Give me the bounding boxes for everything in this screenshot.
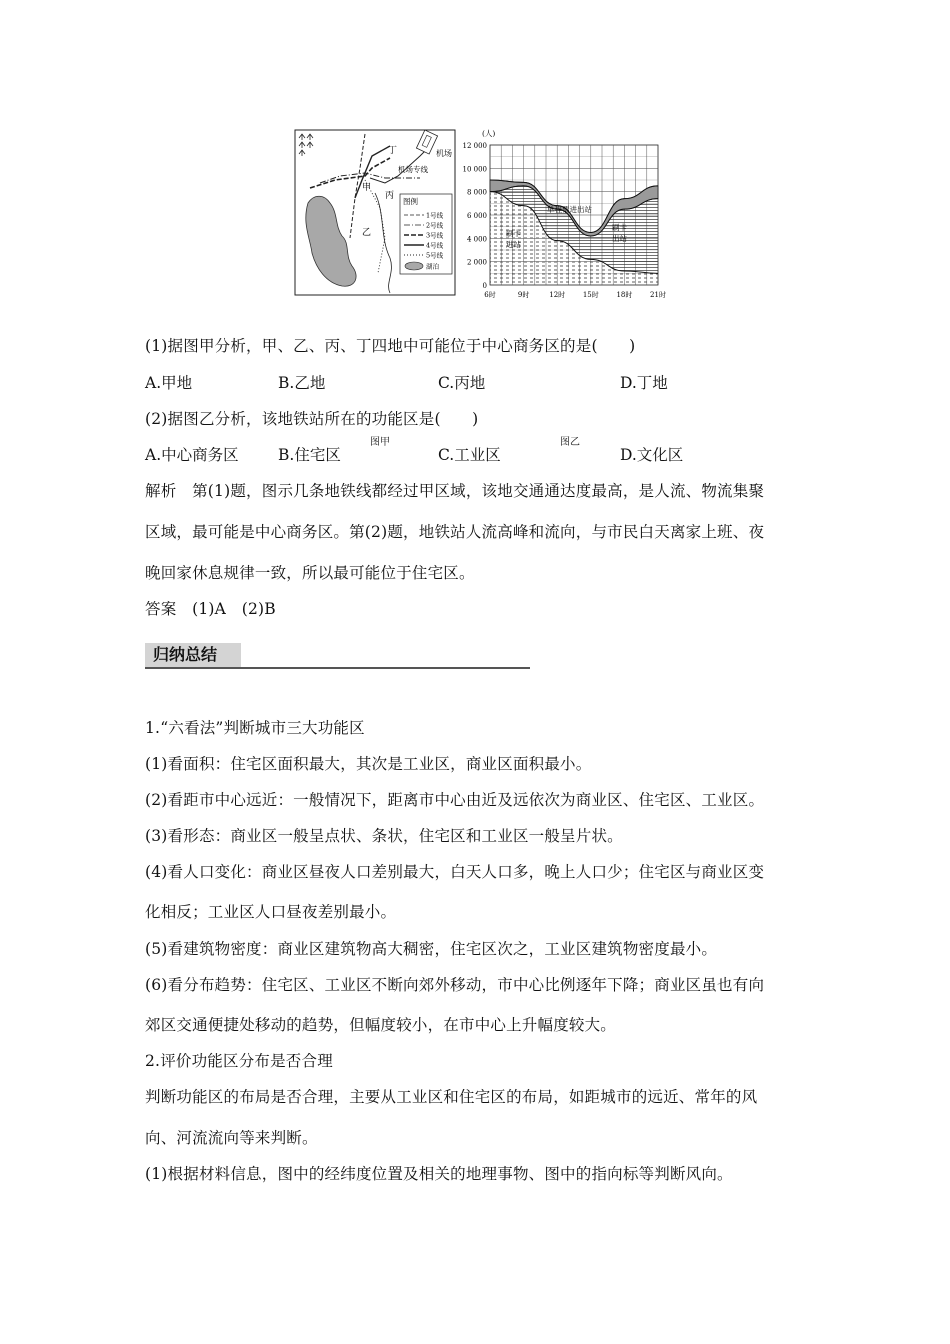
legend-item: 2号线 <box>426 221 444 230</box>
y-tick-label: 4 000 <box>466 235 487 244</box>
summary-title: 归纳总结 <box>145 643 241 667</box>
map-jia <box>295 130 455 295</box>
map-label-ding: 丁 <box>388 146 398 156</box>
map-caption: 图甲 <box>370 437 390 448</box>
summary-line: 判断功能区的布局是否合理，主要从工业区和住宅区的布局，如距城市的远近、常年的风 <box>145 1088 758 1106</box>
q2-option-a: A.中心商务区 <box>145 446 239 464</box>
summary-line: 2.评价功能区分布是否合理 <box>145 1052 333 1070</box>
y-tick-label: 2 000 <box>466 258 487 267</box>
q2-option-c: C.工业区 <box>438 446 501 464</box>
map-label-yi: 乙 <box>362 228 372 238</box>
analysis-line-1: 解析 第(1)题，图示几条地铁线都经过甲区域，该地交通通达度最高，是人流、物流集聚 <box>145 482 765 500</box>
map-label-bing: 丙 <box>385 191 395 201</box>
map-legend <box>400 194 452 274</box>
map-label-jia: 甲 <box>362 183 372 193</box>
summary-line: (5)看建筑物密度：商业区建筑物高大稠密，住宅区次之，工业区建筑物密度最小。 <box>145 940 718 958</box>
figure-svg <box>290 128 670 318</box>
chart-x-ticks <box>484 290 666 299</box>
analysis-line-2: 区域，最可能是中心商务区。第(2)题，地铁站人流高峰和流向，与市民白天离家上班、夜 <box>145 523 765 541</box>
label-card-out-2: 出站 <box>612 234 627 243</box>
summary-line: (1)看面积：住宅区面积最大，其次是工业区，商业区面积最小。 <box>145 755 592 773</box>
summary-line: (4)看人口变化：商业区昼夜人口差别最大，白天人口多，晚上人口少；住宅区与商业区变 <box>145 863 765 881</box>
chart-y-ticks <box>463 142 488 290</box>
answer: 答案 (1)A (2)B <box>145 600 276 618</box>
map-label-airport: 机场 <box>436 149 452 158</box>
y-tick-label: 8 000 <box>466 188 487 197</box>
q1-stem: (1)据图甲分析，甲、乙、丙、丁四地中可能位于中心商务区的是( ) <box>145 337 636 355</box>
summary-line: (6)看分布趋势：住宅区、工业区不断向郊外移动，市中心比例逐年下降；商业区虽也有向 <box>145 976 765 994</box>
x-tick-label: 9时 <box>517 291 530 299</box>
legend-title: 图例 <box>403 197 418 206</box>
q2-option-d: D.文化区 <box>620 446 684 464</box>
q2-option-b: B.住宅区 <box>278 446 341 464</box>
summary-rule <box>145 667 530 669</box>
q1-option-c: C.丙地 <box>438 374 486 392</box>
chart-yi <box>463 128 666 299</box>
map-label-airport-line: 机场专线 <box>398 165 428 174</box>
chart-unit: (人) <box>482 129 496 138</box>
x-tick-label: 15时 <box>582 291 599 299</box>
q1-option-d: D.丁地 <box>620 374 668 392</box>
y-tick-label: 6 000 <box>466 212 487 220</box>
summary-header <box>145 643 530 669</box>
label-card-in-2: 进站 <box>506 240 521 249</box>
label-single-ticket: 单程票进出站 <box>547 205 592 214</box>
summary-line: (3)看形态：商业区一般呈点状、条状，住宅区和工业区一般呈片状。 <box>145 827 623 845</box>
y-tick-label: 12 000 <box>462 142 487 150</box>
chart-caption: 图乙 <box>560 437 580 448</box>
x-tick-label: 21时 <box>650 291 666 299</box>
summary-line: (1)根据材料信息，图中的经纬度位置及相关的地理事物、图中的指向标等判断风向。 <box>145 1165 733 1183</box>
label-card-in-1: 刷卡 <box>506 229 521 238</box>
analysis-line-3: 晚回家休息规律一致，所以最可能位于住宅区。 <box>145 564 475 582</box>
q2-stem: (2)据图乙分析，该地铁站所在的功能区是( ) <box>145 410 479 428</box>
y-tick-label: 0 <box>482 282 487 290</box>
x-tick-label: 18时 <box>616 291 633 299</box>
q1-option-a: A.甲地 <box>145 374 193 392</box>
legend-item: 4号线 <box>426 241 444 250</box>
legend-item: 湖泊 <box>426 262 439 271</box>
legend-item: 1号线 <box>426 211 444 220</box>
summary-line: 向、河流流向等来判断。 <box>145 1129 318 1147</box>
label-card-out-1: 刷卡 <box>612 223 627 232</box>
summary-line: 化相反；工业区人口昼夜差别最小。 <box>145 903 397 921</box>
x-tick-label: 6时 <box>484 291 496 299</box>
y-tick-label: 10 000 <box>462 165 487 174</box>
q1-option-b: B.乙地 <box>278 374 326 392</box>
legend-item: 5号线 <box>426 251 444 260</box>
x-tick-label: 12时 <box>549 291 566 299</box>
summary-line: (2)看距市中心远近：一般情况下，距离市中心由近及远依次为商业区、住宅区、工业区。 <box>145 791 765 809</box>
legend-item: 3号线 <box>426 231 444 240</box>
summary-line: 郊区交通便捷处移动的趋势，但幅度较小，在市中心上升幅度较大。 <box>145 1016 617 1034</box>
summary-line: 1.“六看法”判断城市三大功能区 <box>145 719 365 737</box>
